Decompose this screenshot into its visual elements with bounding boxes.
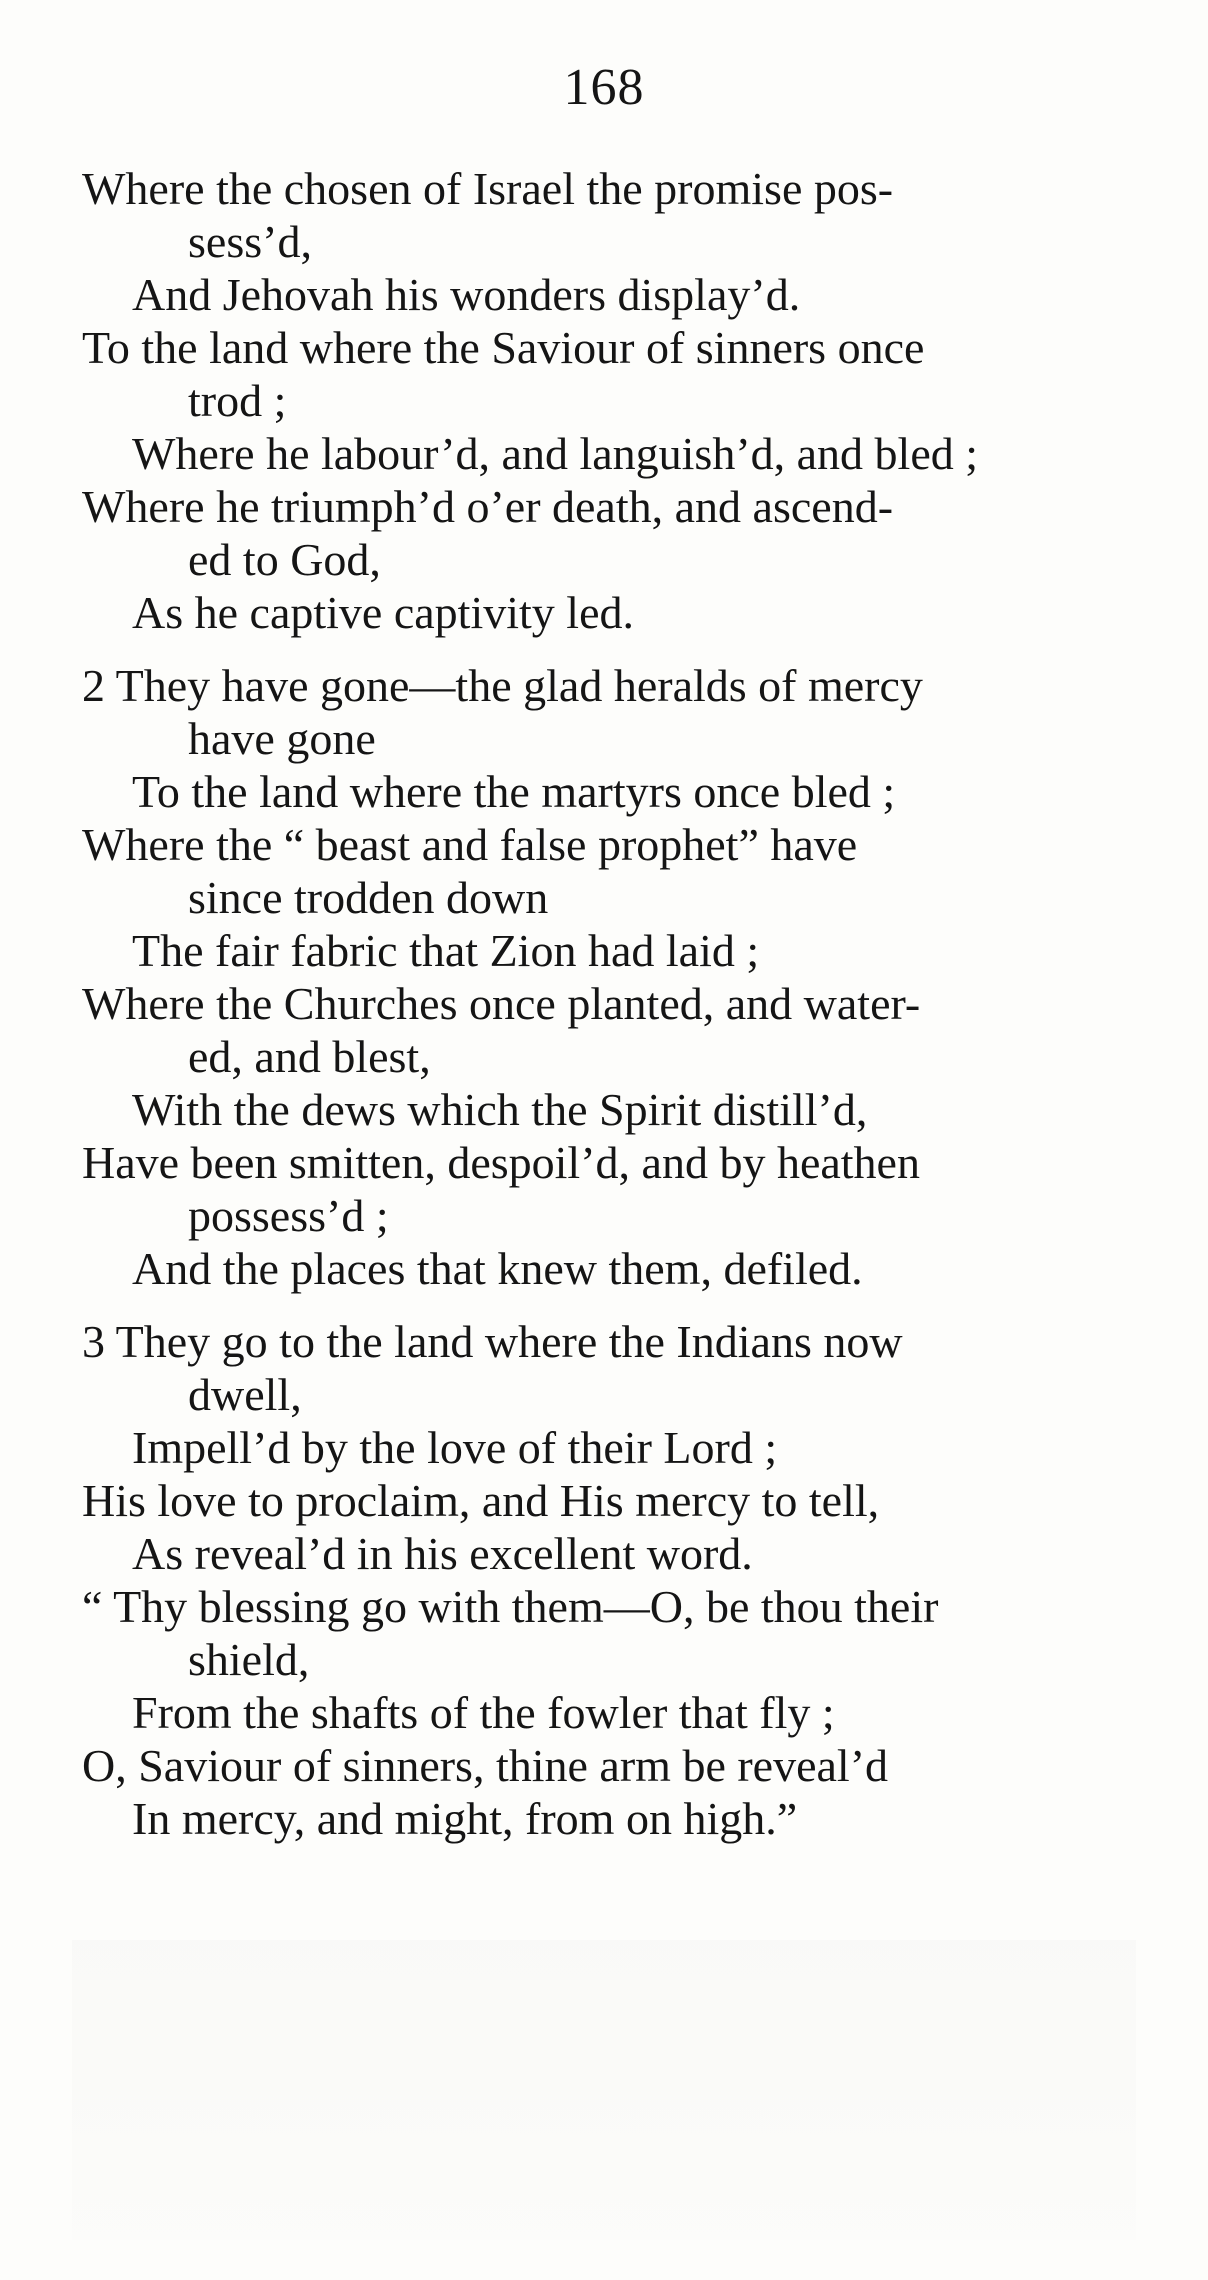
page-number: 168 <box>563 59 645 116</box>
verse-line: Where the chosen of Israel the promise pos- <box>82 163 894 214</box>
verse-line: 2 They have gone—the glad heralds of mercy <box>82 660 923 711</box>
verse-line: Impell’d by the love of their Lord ; <box>132 1422 778 1473</box>
verse-line: His love to proclaim, and His mercy to tell, <box>82 1475 880 1526</box>
verse-line: Have been smitten, despoil’d, and by heathen <box>82 1137 920 1188</box>
verse-line: Where the “ beast and false prophet” have <box>82 819 858 870</box>
verse-line: dwell, <box>188 1369 302 1420</box>
bleed-through-shadow <box>72 1940 1136 2240</box>
verse-line: since trodden down <box>188 872 549 923</box>
stanza-3 <box>82 1315 1142 1845</box>
verse-line: And the places that knew them, defiled. <box>132 1243 863 1294</box>
verse-line: possess’d ; <box>188 1190 389 1241</box>
verse-line: “ Thy blessing go with them—O, be thou their <box>82 1581 939 1632</box>
stanza-2 <box>82 659 1142 1295</box>
verse-line: Where he triumph’d o’er death, and ascend- <box>82 481 894 532</box>
verse-line: Where he labour’d, and languish’d, and bled ; <box>132 428 979 479</box>
verse-line: sess’d, <box>188 216 312 267</box>
verse-line: From the shafts of the fowler that fly ; <box>132 1687 835 1738</box>
verse-line: As reveal’d in his excellent word. <box>132 1528 753 1579</box>
stanza-1 <box>82 162 1142 639</box>
verse-line: ed to God, <box>188 534 381 585</box>
verse-line: 3 They go to the land where the Indians now <box>82 1316 903 1367</box>
verse-line: As he captive captivity led. <box>132 587 635 638</box>
verse-line: To the land where the Saviour of sinners once <box>82 322 925 373</box>
verse-line: have gone <box>188 713 376 764</box>
verse-line: shield, <box>188 1634 310 1685</box>
verse-line: In mercy, and might, from on high.” <box>132 1793 798 1844</box>
verse-line: To the land where the martyrs once bled ; <box>132 766 896 817</box>
verse-line: And Jehovah his wonders display’d. <box>132 269 801 320</box>
verse-line: ed, and blest, <box>188 1031 431 1082</box>
verse-line: The fair fabric that Zion had laid ; <box>132 925 760 976</box>
verse-line: O, Saviour of sinners, thine arm be reveal’d <box>82 1740 889 1791</box>
verse-line: With the dews which the Spirit distill’d, <box>132 1084 868 1135</box>
verse-line: trod ; <box>188 375 287 426</box>
hymn-text <box>82 162 1142 1845</box>
verse-line: Where the Churches once planted, and water- <box>82 978 921 1029</box>
